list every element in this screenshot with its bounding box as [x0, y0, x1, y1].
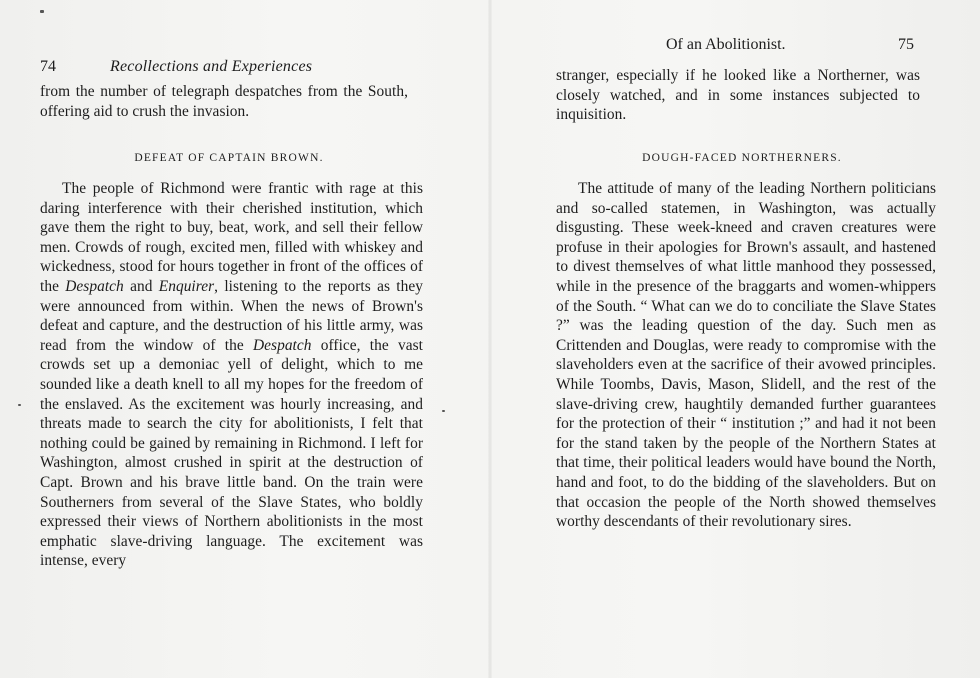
right-carryover-paragraph: stranger, especially if he looked like a Northerner, was closely watched, and in some instances subjected to inquisition. — [556, 67, 920, 124]
right-running-head: Of an Abolitionist. — [666, 36, 786, 53]
left-paragraph-part1: The people of Richmond were frantic with rage at this daring interference with their cherished institution, which gave them the right to buy, beat, work, and sell their fellow men. Crowds of rough, excited men, filled with whiskey and wickedness, stood for hours together in front of the offices of the — [40, 180, 423, 295]
newspaper-name-despatch-2: Despatch — [252, 336, 312, 354]
right-main-text — [556, 179, 936, 532]
scan-speck — [442, 410, 445, 412]
left-page — [40, 0, 430, 678]
left-paragraph-part2: , listening to the reports as they were announced from within. When the news of Brown's defeat and capture, and the destruction of his little army, was read from the window of the — [40, 277, 423, 354]
scan-speck — [18, 404, 21, 406]
book-gutter — [488, 0, 492, 678]
left-main-paragraph — [40, 179, 423, 571]
left-main-text — [40, 179, 423, 571]
left-page-header — [40, 58, 312, 76]
left-section-heading: DEFEAT OF CAPTAIN BROWN. — [134, 152, 324, 164]
left-running-head: Recollections and Experiences — [110, 58, 313, 75]
right-carryover-text — [556, 66, 920, 125]
scan-speck — [40, 10, 44, 13]
left-page-number: 74 — [40, 58, 56, 75]
left-paragraph-part3: office, the vast crowds set up a demoniac yell of delight, which to me sounded like a death knell to all my hopes for the freedom of the enslaved. As the excitement was hourly increasing, and threats made to search the city for abolitionists, I felt that nothing could be gained by remaining in Richmond. I left for Washington, almost crushed in spirit at the destruction of Capt. Brown and his brave little band. On the train were Southerners from several of the Slave States, who boldly expressed their views of Northern abolitionists in the most emphatic slave-driving language. The excitement was intense, every — [40, 336, 423, 570]
right-page — [556, 0, 940, 678]
left-carryover-text — [40, 82, 408, 121]
left-paragraph-and: and — [123, 277, 159, 295]
right-section-heading: DOUGH-FACED NORTHERNERS. — [642, 152, 842, 164]
left-carryover-paragraph: from the number of telegraph despatches from the South, offering aid to crush the invasion. — [40, 83, 408, 120]
right-page-number: 75 — [898, 36, 914, 53]
right-main-paragraph: The attitude of many of the leading Northern politicians and so-called statemen, in Washington, was actually disgusting. These week-kneed and craven creatures were profuse in their apologies for Brown's assault, and hastened to divest themselves of what little manhood they possessed, while in the presence of the braggarts and women-whippers of the South. “ What can we do to conciliate the Slave States ?” was the leading question of the day. Such men as Crittenden and Douglas, were ready to compromise with the slaveholders even at the sacrifice of their avowed principles. While Toombs, Davis, Mason, Slidell, and the rest of the slave-driving crew, haughtily demanded further guarantees for the protection of their “ institution ;” and had it not been for the stand taken by the people of the Northern States at that time, their political leaders would have bound the North, hand and foot, to do the bidding of the slaveholders. But on that occasion the people of the North showed themselves worthy descendants of their revolutionary sires. — [556, 180, 936, 531]
newspaper-name-despatch: Despatch — [65, 277, 124, 295]
newspaper-name-enquirer: Enquirer — [158, 277, 215, 295]
